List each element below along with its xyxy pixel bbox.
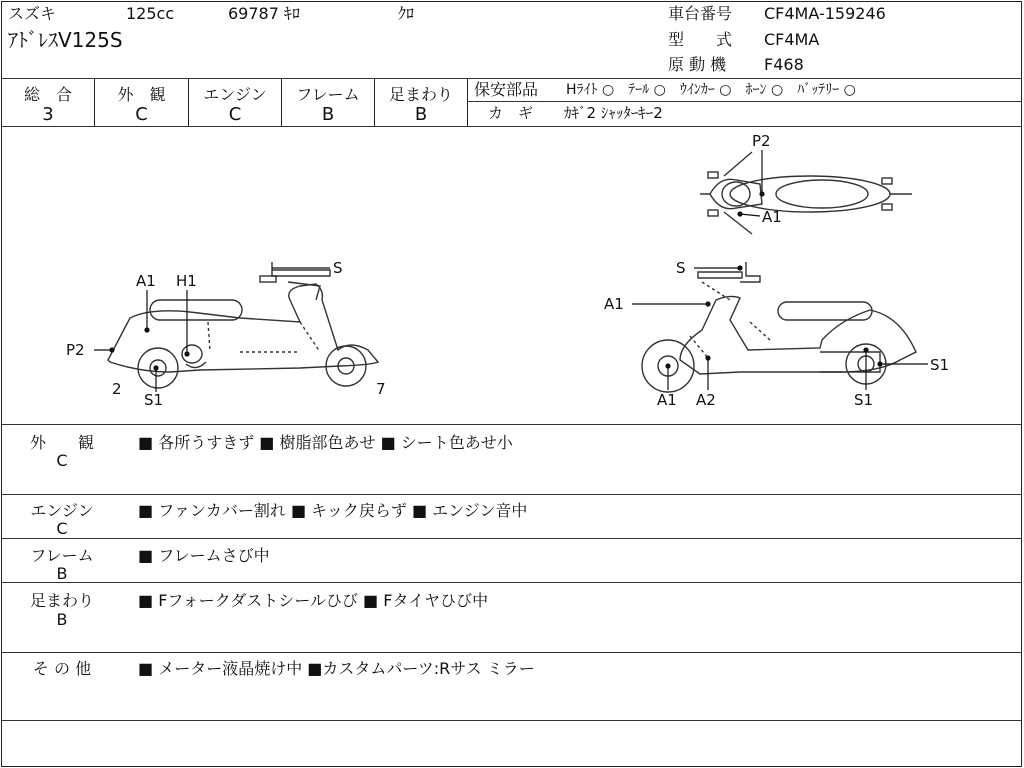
grade-value: B — [321, 104, 335, 125]
model-name: ｱﾄﾞﾚｽV125S — [8, 28, 123, 52]
grade-value: C — [135, 104, 148, 125]
mileage: 69787 ｷﾛ — [228, 4, 300, 23]
safety-divider — [468, 101, 1022, 102]
section-label: そ の 他 — [32, 659, 92, 678]
label-A1-wheel: A1 — [657, 391, 677, 409]
displacement: 125cc — [126, 4, 175, 23]
section-suspension — [2, 582, 1022, 652]
section-grade: B — [56, 564, 68, 583]
color: ｸﾛ — [398, 4, 415, 23]
section-note: ■ フレームさび中 — [138, 546, 270, 565]
grade-label: 足まわり — [388, 85, 453, 104]
section-note: ■ 各所うすきず ■ 樹脂部色あせ ■ シート色あせ小 — [138, 433, 513, 452]
label-S1-right-bottom: S1 — [854, 391, 874, 409]
grade-label: エンジン — [203, 85, 267, 104]
grade-label: 外 観 — [117, 85, 166, 104]
section-other — [2, 652, 1022, 720]
section-grade: B — [56, 610, 68, 629]
section-label: エンジン — [30, 501, 94, 520]
grade-total — [2, 78, 95, 126]
section-exterior — [2, 424, 1022, 494]
label-S1-left: S1 — [144, 391, 164, 409]
scooter-diagram — [0, 126, 1024, 424]
section-frame — [2, 538, 1022, 582]
section-label: 足まわり — [29, 591, 94, 610]
grade-value: B — [414, 104, 428, 125]
scooter-right-side — [642, 262, 916, 392]
section-grade: C — [56, 451, 68, 470]
safety-parts-items: Hﾗｲﾄ ○ ﾃｰﾙ ○ ｳｲﾝｶｰ ○ ﾎｰﾝ ○ ﾊﾞｯﾃﾘｰ ○ — [566, 82, 856, 98]
scooter-top-view — [700, 152, 912, 234]
label-P2-top: P2 — [752, 132, 771, 150]
label-A2: A2 — [696, 391, 716, 409]
label-S1-right: S1 — [930, 356, 950, 374]
label-A1-top: A1 — [762, 208, 782, 226]
section-engine — [2, 494, 1022, 538]
label-P2-left: P2 — [66, 341, 85, 359]
grade-suspension — [375, 78, 468, 126]
label-H1: H1 — [176, 272, 197, 290]
grade-label: 総 合 — [23, 85, 72, 104]
label-S-left: S — [333, 259, 343, 277]
section-note: ■ Fフォークダストシールひび ■ Fタイヤひび中 — [138, 591, 489, 610]
section-label: フレーム — [30, 546, 94, 565]
grade-engine — [189, 78, 282, 126]
section-note: ■ ファンカバー割れ ■ キック戻らず ■ エンジン音中 — [138, 501, 528, 520]
remarks-bottom-line — [2, 720, 1022, 721]
label-A1-right: A1 — [604, 295, 624, 313]
label-2: 2 — [112, 380, 122, 398]
section-grade: C — [56, 519, 68, 538]
key-value: ｶｷﾞ2 ｼｬｯﾀｰｷｰ2 — [564, 104, 663, 122]
maker: スズキ — [8, 4, 57, 23]
type-label: 型 式 — [668, 30, 733, 49]
key-label: カ ギ — [488, 104, 534, 122]
grade-frame — [282, 78, 375, 126]
label-A1-left: A1 — [136, 272, 156, 290]
section-label: 外 観 — [29, 433, 94, 452]
engine-label: 原 動 機 — [668, 55, 727, 74]
grade-label: フレーム — [296, 85, 360, 104]
grade-value: C — [228, 104, 242, 125]
type-value: CF4MA — [764, 30, 820, 49]
section-note: ■ メーター液晶焼け中 ■カスタムパーツ:Rサス ミラー — [138, 659, 535, 678]
engine-value: F468 — [764, 55, 804, 74]
grade-exterior — [95, 78, 189, 126]
frame-number-label: 車台番号 — [668, 4, 733, 23]
label-S-right: S — [676, 259, 686, 277]
safety-parts-title: 保安部品 — [474, 80, 539, 99]
label-7: 7 — [376, 380, 386, 398]
grade-value: 3 — [42, 104, 54, 125]
frame-number: CF4MA-159246 — [764, 4, 886, 23]
